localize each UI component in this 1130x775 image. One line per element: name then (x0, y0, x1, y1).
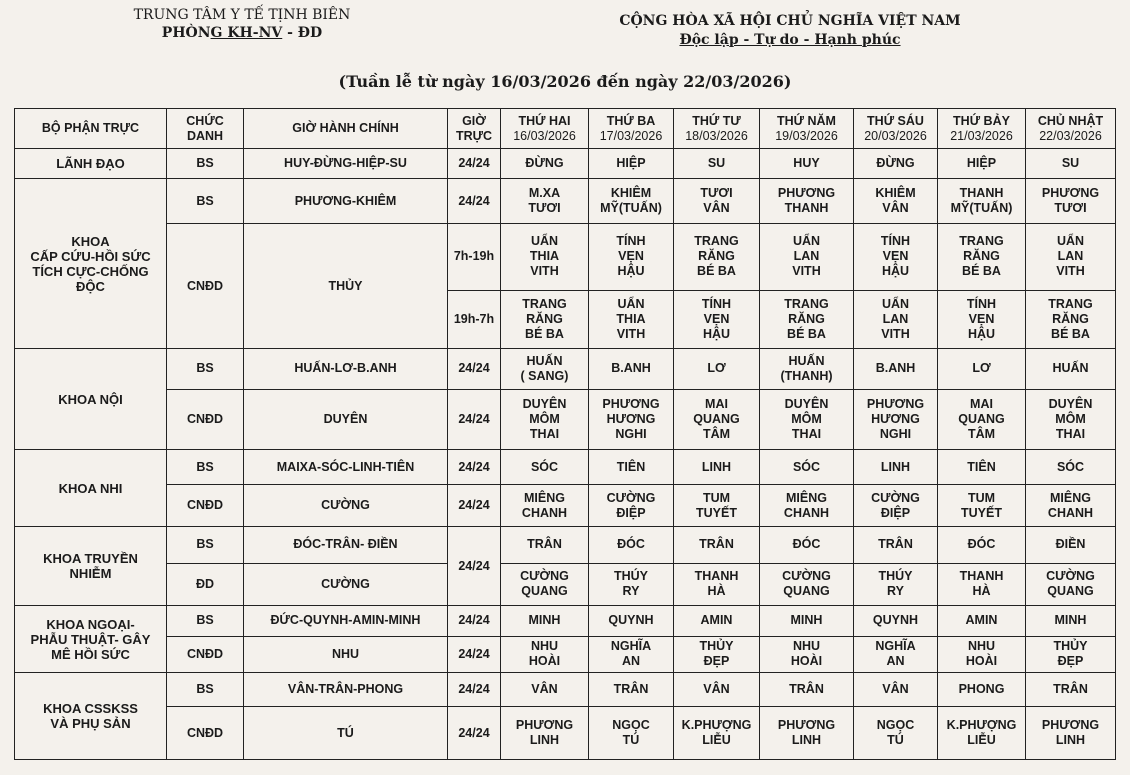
dept-cell: KHOA NGOẠI- PHẪU THUẬT- GÂY MÊ HỒI SỨC (15, 606, 167, 673)
title-cell: BS (167, 606, 244, 636)
schedule-body (15, 149, 1116, 760)
table-header-row (15, 109, 1116, 149)
day-cell: MIÊNG CHANH (501, 484, 589, 526)
duty-hours-cell: 24/24 (448, 636, 501, 672)
duty-hours-cell: 24/24 (448, 707, 501, 760)
day-cell: CƯỜNG QUANG (760, 563, 854, 605)
day-cell: UẨN LAN VITH (1026, 223, 1116, 290)
day-cell: NGỌC TÚ (854, 707, 938, 760)
office-hours-cell: TÚ (244, 707, 448, 760)
day-cell: ĐỪNG (854, 149, 938, 179)
day-cell: TRÂN (674, 527, 760, 563)
nation-header (590, 12, 990, 50)
day-cell: UẨN THIA VITH (501, 223, 589, 290)
office-hours-cell: CƯỜNG (244, 484, 448, 526)
duty-hours-cell: 19h-7h (448, 290, 501, 349)
title-cell: CNĐD (167, 389, 244, 450)
day-cell: THÚY RY (589, 563, 674, 605)
day-cell: LƠ (938, 349, 1026, 389)
day-cell: QUYNH (854, 606, 938, 636)
day-cell: MINH (501, 606, 589, 636)
day-cell: TÍNH VẸN HẬU (589, 223, 674, 290)
day-cell: VÂN (854, 672, 938, 706)
day-cell: NGỌC TÚ (589, 707, 674, 760)
day-cell: NHU HOÀI (760, 636, 854, 672)
office-hours-cell: MAIXA-SÓC-LINH-TIÊN (244, 450, 448, 484)
dept-cell: KHOA NHI (15, 450, 167, 527)
duty-hours-cell: 24/24 (448, 349, 501, 389)
day-cell: TRÂN (760, 672, 854, 706)
office-hours-cell: HUẤN-LƠ-B.ANH (244, 349, 448, 389)
day-cell: SU (1026, 149, 1116, 179)
day-cell: THANH HÀ (674, 563, 760, 605)
day-cell: K.PHƯỢNG LIỄU (938, 707, 1026, 760)
day-cell: TUM TUYẾT (938, 484, 1026, 526)
day-cell: THANH MỸ(TUẤN) (938, 179, 1026, 224)
office-hours-cell: DUYÊN (244, 389, 448, 450)
day-cell: HUẤN (THANH) (760, 349, 854, 389)
title-cell: ĐD (167, 563, 244, 605)
day-cell: KHIÊM MỸ(TUẤN) (589, 179, 674, 224)
day-cell: TRÂN (854, 527, 938, 563)
title-cell: BS (167, 450, 244, 484)
title-cell: BS (167, 672, 244, 706)
day-cell: HIỆP (938, 149, 1026, 179)
day-cell: TRÂN (1026, 672, 1116, 706)
day-cell: NHU HOÀI (938, 636, 1026, 672)
col-header-day: THỨ NĂM 19/03/2026 (760, 109, 854, 149)
day-cell: THÚY RY (854, 563, 938, 605)
day-cell: TÍNH VẸN HẬU (938, 290, 1026, 349)
office-hours-cell: ĐÓC-TRÂN- ĐIỀN (244, 527, 448, 563)
day-cell: K.PHƯỢNG LIỄU (674, 707, 760, 760)
dept-cell: LÃNH ĐẠO (15, 149, 167, 179)
day-cell: DUYÊN MÔM THAI (1026, 389, 1116, 450)
table-row (15, 349, 1116, 389)
table-row (15, 149, 1116, 179)
duty-hours-cell: 24/24 (448, 389, 501, 450)
day-cell: PHƯƠNG HƯƠNG NGHI (854, 389, 938, 450)
col-header-dept: BỘ PHẬN TRỰC (15, 109, 167, 149)
day-cell: MIÊNG CHANH (1026, 484, 1116, 526)
day-cell: B.ANH (854, 349, 938, 389)
duty-hours-cell: 24/24 (448, 149, 501, 179)
table-row (15, 223, 1116, 290)
table-row (15, 672, 1116, 706)
day-cell: TIÊN (589, 450, 674, 484)
day-cell: AMIN (938, 606, 1026, 636)
day-cell: CƯỜNG QUANG (1026, 563, 1116, 605)
col-header-day: THỨ HAI 16/03/2026 (501, 109, 589, 149)
table-row (15, 707, 1116, 760)
col-header-office-hours: GIỜ HÀNH CHÍNH (244, 109, 448, 149)
title-cell: CNĐD (167, 636, 244, 672)
day-cell: THỦY ĐẸP (1026, 636, 1116, 672)
day-cell: TƯƠI VÂN (674, 179, 760, 224)
table-row (15, 484, 1116, 526)
office-hours-cell: PHƯƠNG-KHIÊM (244, 179, 448, 224)
table-row (15, 636, 1116, 672)
day-cell: VÂN (674, 672, 760, 706)
day-cell: PHƯƠNG LINH (760, 707, 854, 760)
col-header-day: THỨ BẢY 21/03/2026 (938, 109, 1026, 149)
col-header-day: THỨ BA 17/03/2026 (589, 109, 674, 149)
day-cell: MINH (760, 606, 854, 636)
col-header-duty-hours: GIỜ TRỰC (448, 109, 501, 149)
day-cell: SU (674, 149, 760, 179)
day-cell: CƯỜNG QUANG (501, 563, 589, 605)
title-cell: BS (167, 179, 244, 224)
day-cell: SÓC (501, 450, 589, 484)
dept-cell: KHOA CSSKSS VÀ PHỤ SẢN (15, 672, 167, 759)
day-cell: PHƯƠNG LINH (501, 707, 589, 760)
col-header-day: THỨ SÁU 20/03/2026 (854, 109, 938, 149)
office-hours-cell: CƯỜNG (244, 563, 448, 605)
org-department: PHÒNG KH-NV - ĐD (161, 25, 323, 41)
day-cell: B.ANH (589, 349, 674, 389)
day-cell: AMIN (674, 606, 760, 636)
day-cell: UẨN LAN VITH (760, 223, 854, 290)
day-cell: NHU HOÀI (501, 636, 589, 672)
day-cell: TRANG RĂNG BÉ BA (760, 290, 854, 349)
table-row (15, 606, 1116, 636)
day-cell: TRANG RĂNG BÉ BA (674, 223, 760, 290)
day-cell: THỦY ĐẸP (674, 636, 760, 672)
duty-schedule-table (14, 108, 1116, 760)
nation-name: CỘNG HÒA XÃ HỘI CHỦ NGHĨA VIỆT NAM (619, 13, 961, 29)
day-cell: CƯỜNG ĐIỆP (854, 484, 938, 526)
title-cell: BS (167, 149, 244, 179)
day-cell: ĐÓC (760, 527, 854, 563)
day-cell: HUẤN (1026, 349, 1116, 389)
day-cell: MAI QUANG TÂM (674, 389, 760, 450)
office-hours-cell: VÂN-TRÂN-PHONG (244, 672, 448, 706)
table-row (15, 389, 1116, 450)
day-cell: DUYÊN MÔM THAI (501, 389, 589, 450)
office-hours-cell: NHU (244, 636, 448, 672)
day-cell: UẨN THIA VITH (589, 290, 674, 349)
dept-cell: KHOA NỘI (15, 349, 167, 450)
title-cell: CNĐD (167, 484, 244, 526)
office-hours-cell: THỦY (244, 223, 448, 348)
table-row (15, 563, 1116, 605)
office-hours-cell: HUY-ĐỪNG-HIỆP-SU (244, 149, 448, 179)
nation-motto: Độc lập - Tự do - Hạnh phúc (679, 32, 901, 48)
day-cell: PHƯƠNG HƯƠNG NGHI (589, 389, 674, 450)
table-row (15, 527, 1116, 563)
col-header-title: CHỨC DANH (167, 109, 244, 149)
day-cell: LINH (674, 450, 760, 484)
day-cell: TIÊN (938, 450, 1026, 484)
duty-hours-cell: 7h-19h (448, 223, 501, 290)
col-header-day: CHỦ NHẬT 22/03/2026 (1026, 109, 1116, 149)
day-cell: PHƯƠNG TƯƠI (1026, 179, 1116, 224)
day-cell: TRANG RĂNG BÉ BA (501, 290, 589, 349)
day-cell: TRANG RĂNG BÉ BA (938, 223, 1026, 290)
day-cell: ĐIỀN (1026, 527, 1116, 563)
org-name: TRUNG TÂM Y TẾ TỊNH BIÊN (133, 7, 351, 23)
duty-hours-cell: 24/24 (448, 527, 501, 606)
day-cell: MINH (1026, 606, 1116, 636)
day-cell: TÍNH VẸN HẬU (854, 223, 938, 290)
day-cell: TRÂN (589, 672, 674, 706)
day-cell: TRÂN (501, 527, 589, 563)
day-cell: SÓC (760, 450, 854, 484)
day-cell: TRANG RĂNG BÉ BA (1026, 290, 1116, 349)
day-cell: LƠ (674, 349, 760, 389)
day-cell: ĐỪNG (501, 149, 589, 179)
dept-cell: KHOA TRUYỀN NHIỄM (15, 527, 167, 606)
title-cell: CNĐD (167, 223, 244, 348)
duty-hours-cell: 24/24 (448, 450, 501, 484)
day-cell: NGHĨA AN (589, 636, 674, 672)
title-cell: BS (167, 349, 244, 389)
day-cell: KHIÊM VÂN (854, 179, 938, 224)
dept-cell: KHOA CẤP CỨU-HỒI SỨC TÍCH CỰC-CHỐNG ĐỘC (15, 179, 167, 349)
day-cell: TÍNH VẸN HẬU (674, 290, 760, 349)
table-row (15, 179, 1116, 224)
day-cell: MIÊNG CHANH (760, 484, 854, 526)
day-cell: DUYÊN MÔM THAI (760, 389, 854, 450)
day-cell: UẨN LAN VITH (854, 290, 938, 349)
day-cell: HIỆP (589, 149, 674, 179)
day-cell: QUYNH (589, 606, 674, 636)
day-cell: SÓC (1026, 450, 1116, 484)
day-cell: MAI QUANG TÂM (938, 389, 1026, 450)
title-cell: CNĐD (167, 707, 244, 760)
title-cell: BS (167, 527, 244, 563)
day-cell: ĐÓC (938, 527, 1026, 563)
day-cell: LINH (854, 450, 938, 484)
duty-hours-cell: 24/24 (448, 606, 501, 636)
day-cell: PHƯƠNG THANH (760, 179, 854, 224)
week-range: (Tuần lễ từ ngày 16/03/2026 đến ngày 22/03/2026) (338, 72, 792, 91)
org-header (92, 6, 392, 42)
day-cell: ĐÓC (589, 527, 674, 563)
day-cell: PHONG (938, 672, 1026, 706)
table-row (15, 450, 1116, 484)
day-cell: CƯỜNG ĐIỆP (589, 484, 674, 526)
day-cell: TUM TUYẾT (674, 484, 760, 526)
duty-hours-cell: 24/24 (448, 484, 501, 526)
day-cell: HUẤN ( SANG) (501, 349, 589, 389)
day-cell: NGHĨA AN (854, 636, 938, 672)
day-cell: VÂN (501, 672, 589, 706)
col-header-day: THỨ TƯ 18/03/2026 (674, 109, 760, 149)
day-cell: HUY (760, 149, 854, 179)
duty-hours-cell: 24/24 (448, 672, 501, 706)
day-cell: THANH HÀ (938, 563, 1026, 605)
day-cell: PHƯƠNG LINH (1026, 707, 1116, 760)
office-hours-cell: ĐỨC-QUYNH-AMIN-MINH (244, 606, 448, 636)
day-cell: M.XA TƯƠI (501, 179, 589, 224)
duty-hours-cell: 24/24 (448, 179, 501, 224)
